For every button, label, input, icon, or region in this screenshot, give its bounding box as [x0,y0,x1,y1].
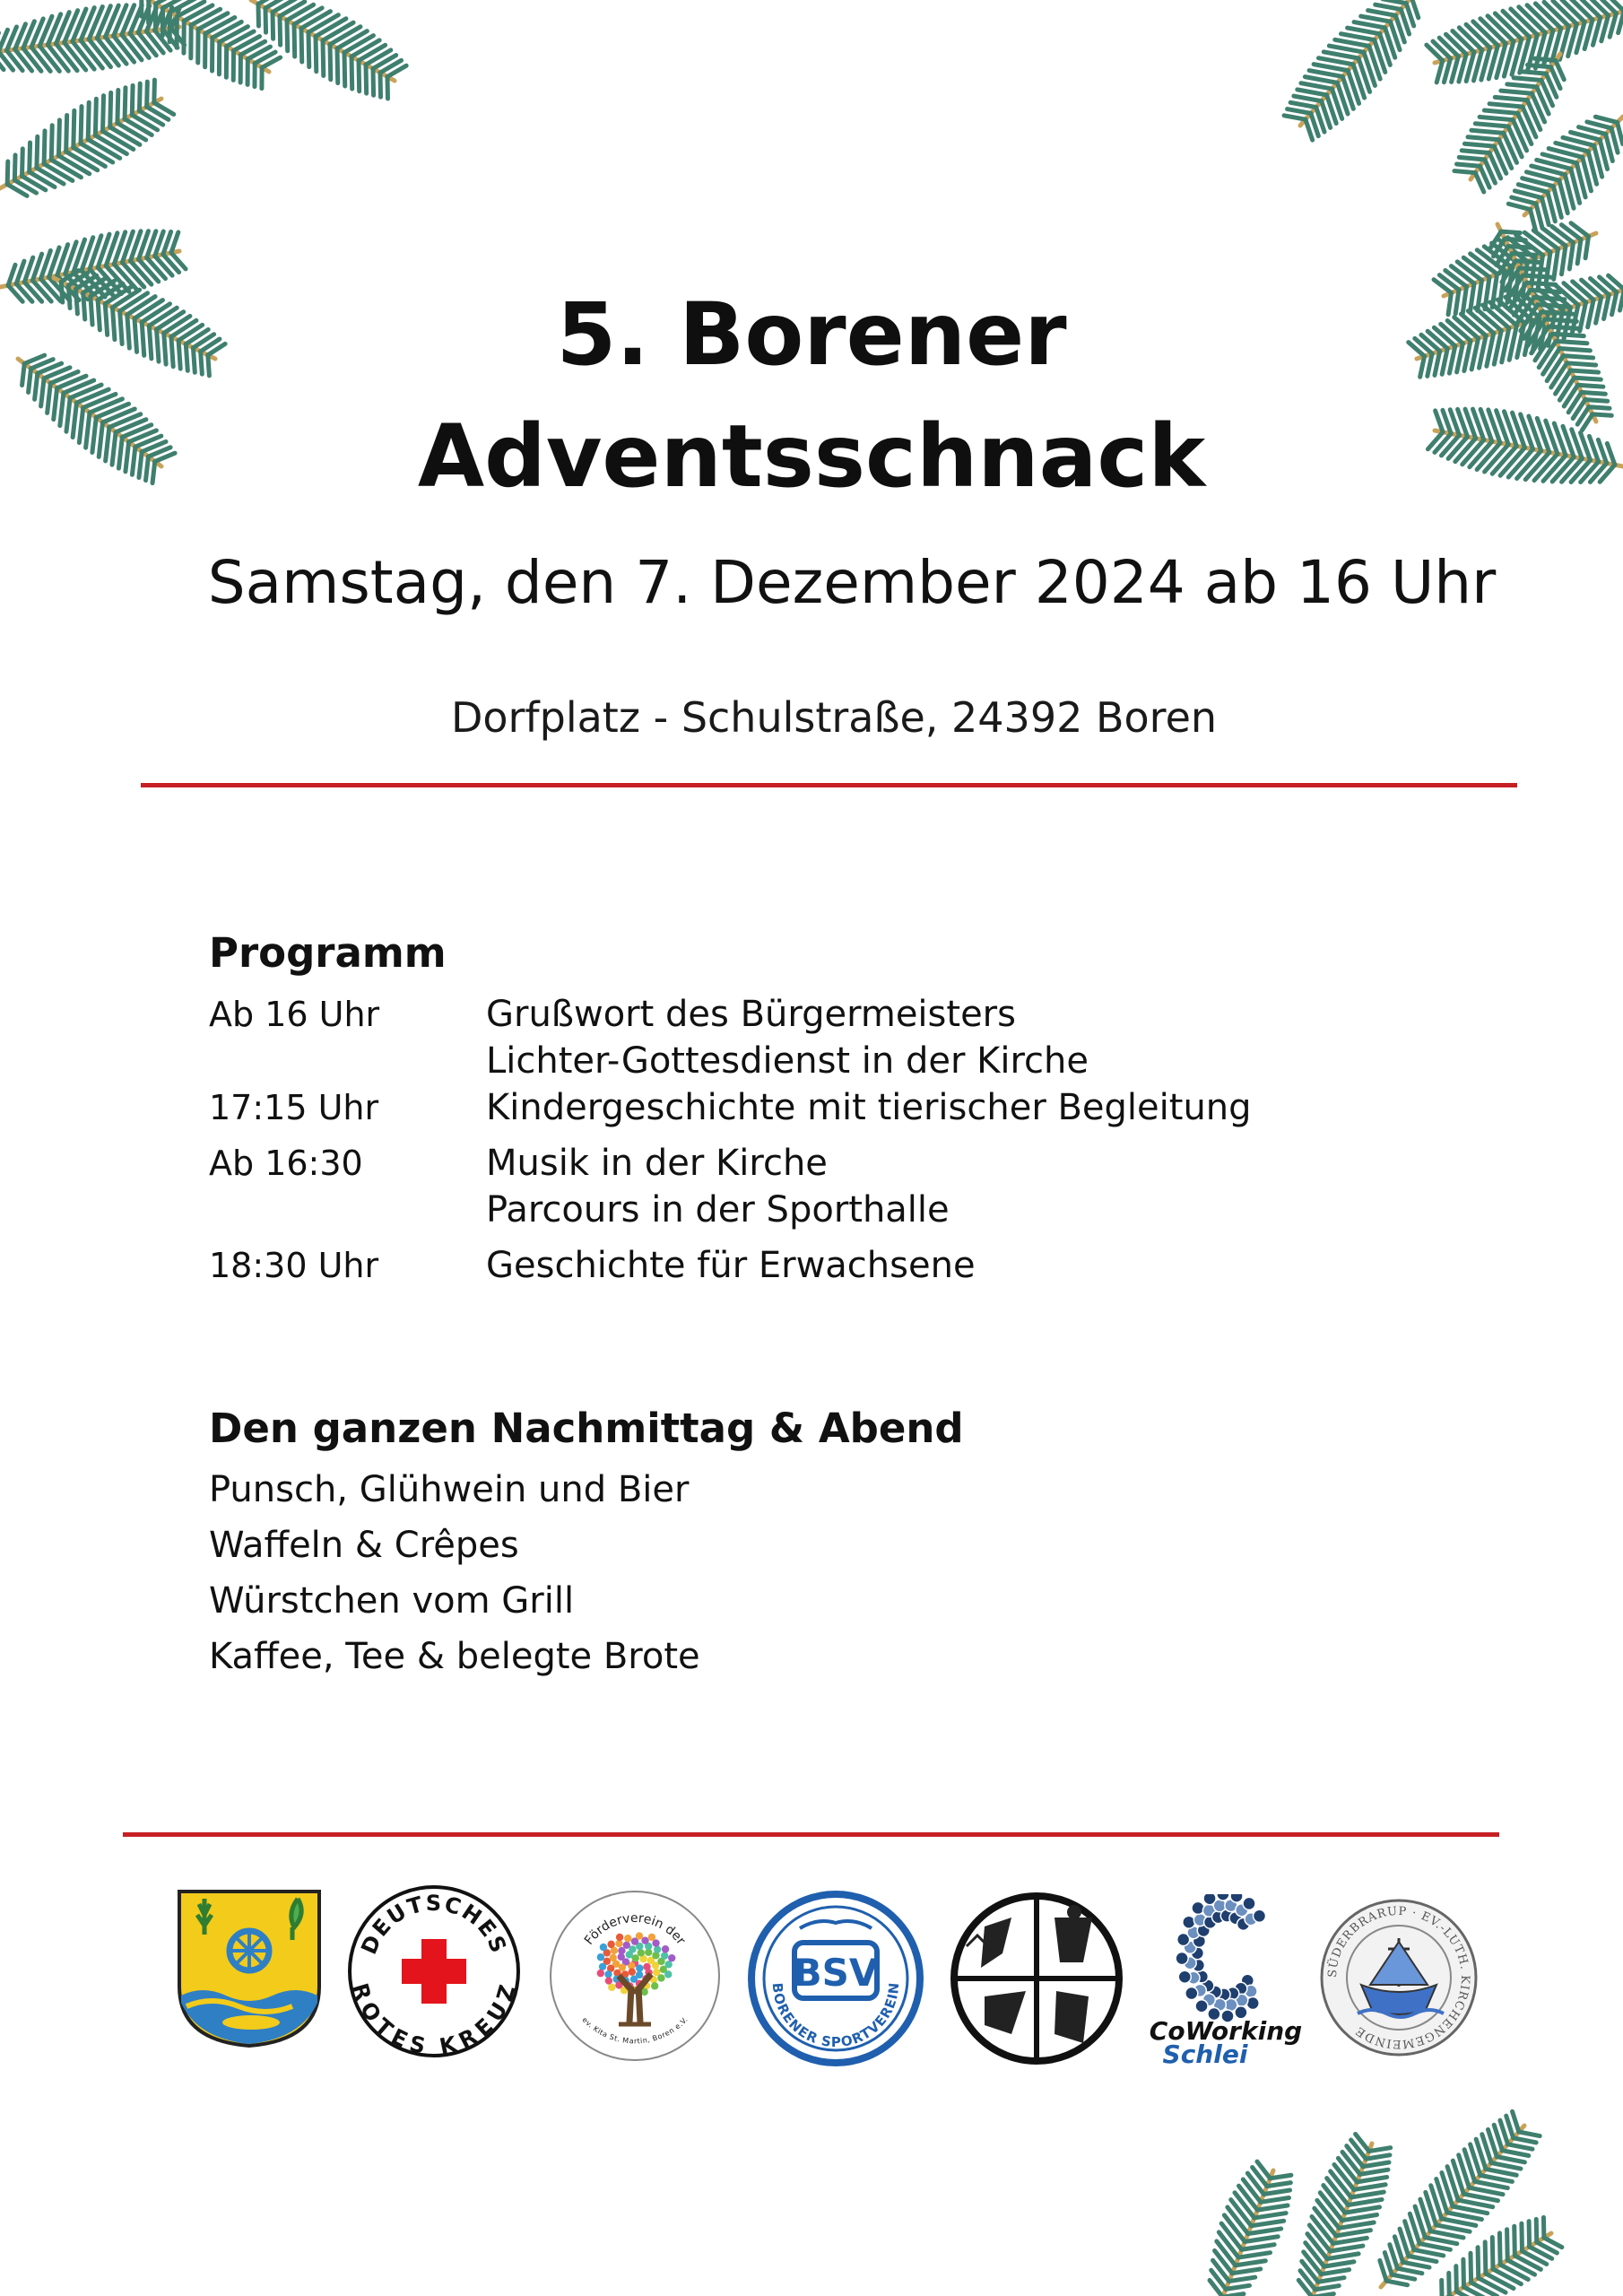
coat-of-arms-logo [176,1888,323,2049]
food-heading: Den ganzen Nachmittag & Abend [209,1405,964,1452]
program-activity-3b: Parcours in der Sporthalle [486,1189,950,1231]
program-time-3: Ab 16:30 [209,1144,363,1183]
drk-text-top: DEUTSCHES [356,1890,512,1959]
program-activity-2a: Kindergeschichte mit tierischer Begleitung [486,1087,1252,1128]
program-time-1: Ab 16 Uhr [209,995,380,1034]
drk-text-bottom: ROTES KREUZ [347,1980,521,2059]
bsv-initials: BSV [793,1951,879,1995]
program-activity-3a: Musik in der Kirche [486,1143,828,1184]
event-title-line1: 5. Borener [556,284,1067,385]
program-activity-1b: Lichter-Gottesdienst in der Kirche [486,1040,1089,1082]
divider-bottom [123,1832,1499,1837]
drk-logo [346,1883,522,2059]
food-item-3: Würstchen vom Grill [209,1580,575,1622]
kirchengemeinde-logo [1318,1897,1480,2058]
foerderverein-text-top: Förderverein der [581,1910,689,1948]
food-item-2: Waffeln & Crêpes [209,1525,519,1566]
feuerwehr-logo [949,1891,1124,2066]
event-title-line2: Adventsschnack [417,406,1206,507]
program-activity-1a: Grußwort des Bürgermeisters [486,994,1016,1035]
foerderverein-logo [547,1888,723,2064]
bsv-name: BORENER SPORTVEREIN [768,1982,903,2051]
event-title [0,274,1623,517]
program-heading: Programm [209,929,447,977]
kirchengemeinde-ring-text: SÜDERBRARUP · EV.-LUTH. KIRCHENGEMEINDE [1325,1904,1472,2051]
coworking-schlei-logo [1141,1894,1311,2065]
food-item-4: Kaffee, Tee & belegte Brote [209,1636,700,1677]
divider-top [141,783,1517,787]
coworking-text-2: Schlei [1162,2039,1248,2065]
bsv-logo [748,1891,924,2066]
fir-branch-bottom-right [1166,2090,1623,2296]
event-date: Samstag, den 7. Dezember 2024 ab 16 Uhr [207,548,1497,617]
event-location: Dorfplatz - Schulstraße, 24392 Boren [450,693,1218,742]
foerderverein-text-bottom: ev. Kita St. Martin, Boren e.V. [580,2015,690,2046]
coworking-text-1: CoWorking [1149,2016,1303,2046]
program-activity-4a: Geschichte für Erwachsene [486,1245,976,1286]
food-item-1: Punsch, Glühwein und Bier [209,1469,690,1510]
program-time-4: 18:30 Uhr [209,1246,379,1285]
program-time-2: 17:15 Uhr [209,1088,379,1127]
